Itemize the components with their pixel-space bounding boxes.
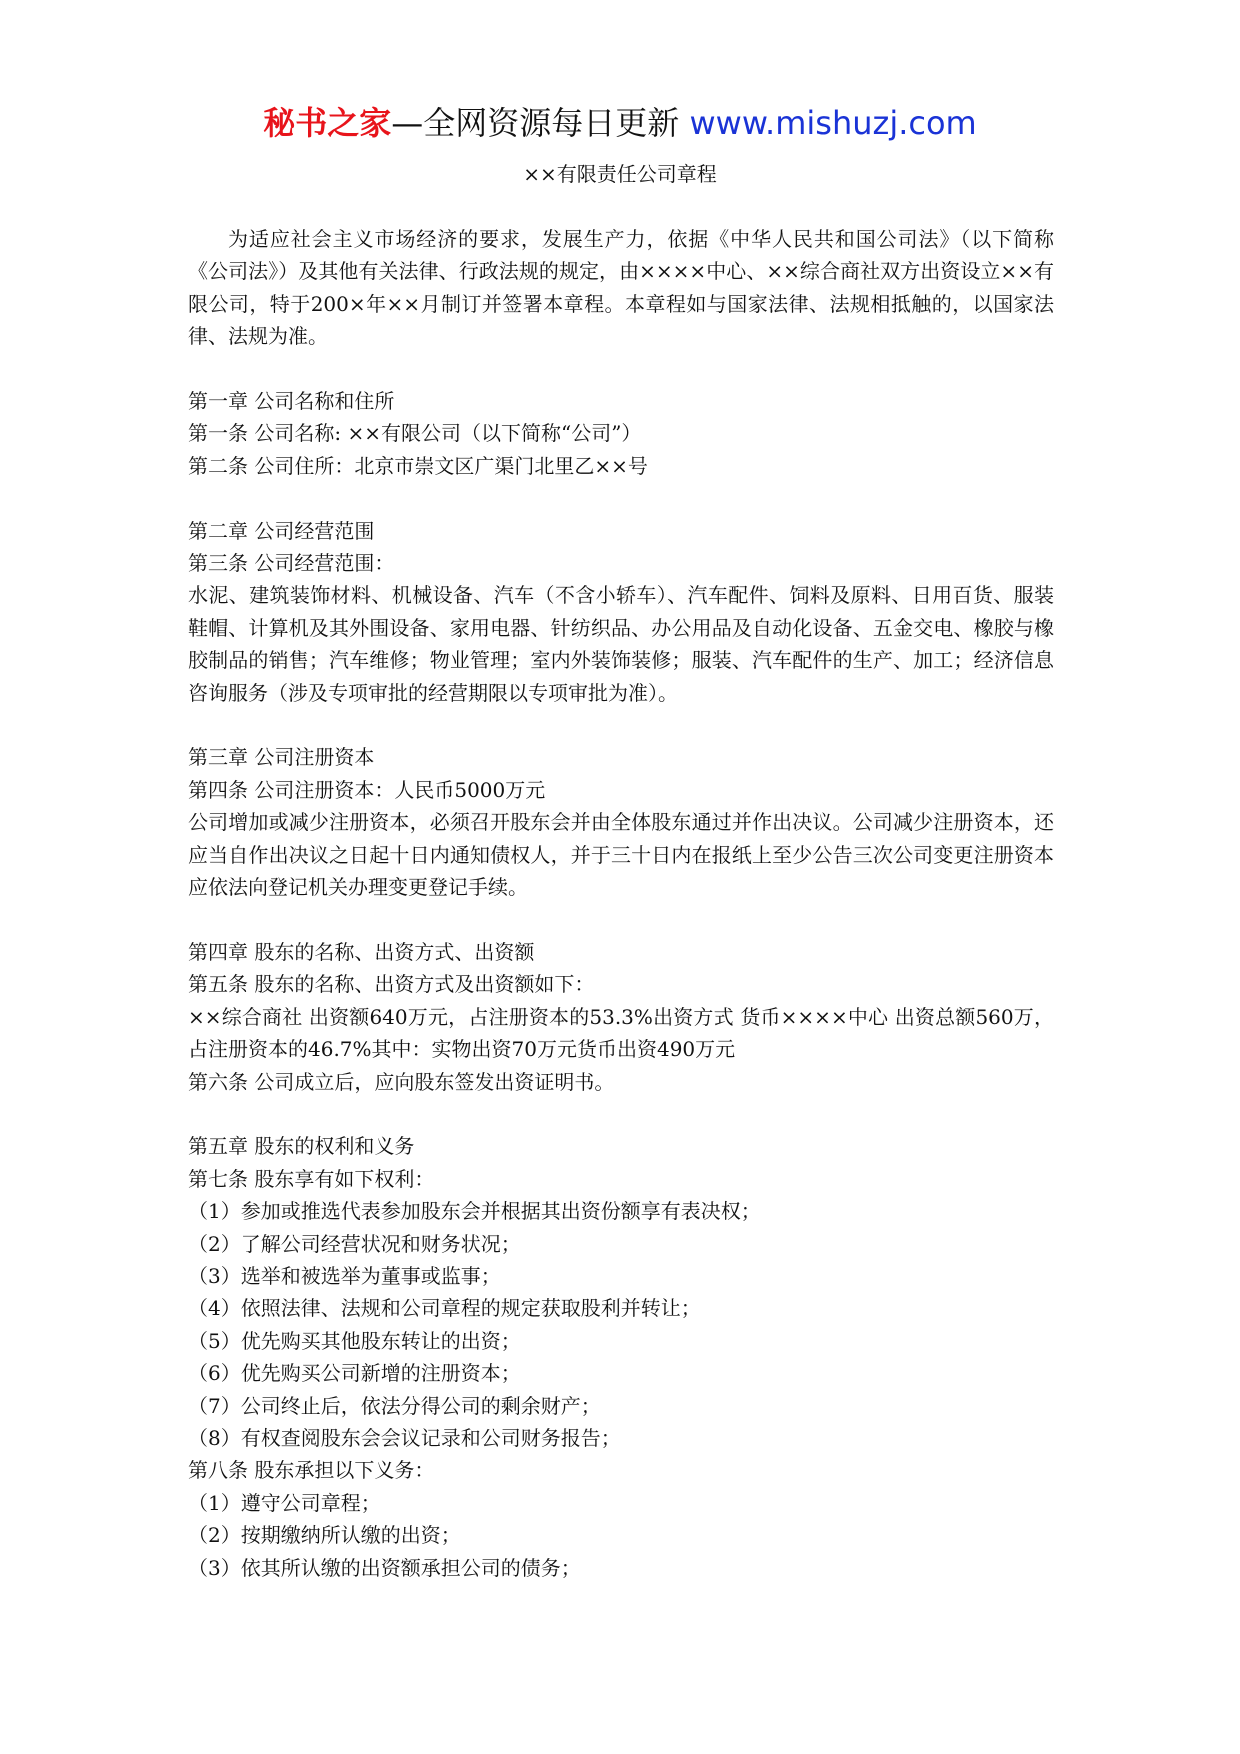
- chapter-1-heading: 第一章 公司名称和住所: [188, 389, 395, 414]
- shareholder-contribution-text: ××综合商社 出资额640万元，占注册资本的53.3%出资方式 货币××××中心 出资总额560万，占注册资本的46.7%其中：实物出资70万元货币出资490万元: [188, 1004, 1054, 1062]
- right-item: （7）公司终止后，依法分得公司的剩余财产；: [188, 1393, 601, 1418]
- article-2: 第二条 公司住所：北京市崇文区广渠门北里乙××号: [188, 453, 648, 478]
- paragraph-gap: [188, 1098, 1054, 1130]
- chapter-3-heading: 第三章 公司注册资本: [188, 745, 375, 770]
- right-item: （6）优先购买公司新增的注册资本；: [188, 1361, 521, 1386]
- right-item: （1）参加或推选代表参加股东会并根据其出资份额享有表决权；: [188, 1199, 761, 1224]
- duty-item: （3）依其所认缴的出资额承担公司的债务；: [188, 1555, 581, 1580]
- banner-tagline: —全网资源每日更新: [391, 104, 680, 142]
- chapter-4-heading: 第四章 股东的名称、出资方式、出资额: [188, 939, 535, 964]
- duty-item: （1）遵守公司章程；: [188, 1490, 381, 1515]
- article-1: 第一条 公司名称: ××有限公司（以下简称“公司”）: [188, 421, 642, 446]
- intro-paragraph: 为适应社会主义市场经济的要求，发展生产力，依据《中华人民共和国公司法》（以下简称《公司法》）及其他有关法律、行政法规的规定，由××××中心、××综合商社双方出资设立××有限公司，特于200×年××月制订并签署本章程。本章程如与国家法律、法规相抵触的，以国家法律、法规为准。: [188, 227, 1054, 349]
- document-title: ××有限责任公司章程: [523, 162, 717, 186]
- right-item: （8）有权查阅股东会会议记录和公司财务报告；: [188, 1425, 621, 1450]
- paragraph-gap: [188, 482, 1054, 514]
- site-banner: [0, 100, 1240, 146]
- document-body: [188, 223, 1054, 1584]
- right-item: （4）依照法律、法规和公司章程的规定获取股利并转让；: [188, 1296, 701, 1321]
- banner-brand: 秘书之家: [263, 104, 392, 142]
- paragraph-gap: [188, 353, 1054, 385]
- article-7: 第七条 股东享有如下权利：: [188, 1166, 435, 1191]
- article-4: 第四条 公司注册资本：人民币5000万元: [188, 777, 546, 802]
- right-item: （3）选举和被选举为董事或监事；: [188, 1263, 501, 1288]
- article-5: 第五条 股东的名称、出资方式及出资额如下：: [188, 972, 595, 997]
- chapter-2-heading: 第二章 公司经营范围: [188, 518, 375, 543]
- article-3: 第三条 公司经营范围：: [188, 551, 395, 576]
- article-6: 第六条 公司成立后，应向股东签发出资证明书。: [188, 1069, 615, 1094]
- right-item: （2）了解公司经营状况和财务状况；: [188, 1231, 521, 1256]
- paragraph-gap: [188, 709, 1054, 741]
- duty-item: （2）按期缴纳所认缴的出资；: [188, 1523, 461, 1548]
- chapter-5-heading: 第五章 股东的权利和义务: [188, 1134, 415, 1159]
- banner-url: www.mishuzj.com: [689, 104, 977, 142]
- capital-change-text: 公司增加或减少注册资本，必须召开股东会并由全体股东通过并作出决议。公司减少注册资本，还应当自作出决议之日起十日内通知债权人，并于三十日内在报纸上至少公告三次公司变更注册资本应依法向登记机关办理变更登记手续。: [188, 810, 1054, 900]
- business-scope-text: 水泥、建筑装饰材料、机械设备、汽车（不含小轿车）、汽车配件、饲料及原料、日用百货、服装鞋帽、计算机及其外围设备、家用电器、针纺织品、办公用品及自动化设备、五金交电、橡胶与橡胶制品的销售；汽车维修；物业管理；室内外装饰装修；服装、汽车配件的生产、加工；经济信息咨询服务（涉及专项审批的经营期限以专项审批为准）。: [188, 583, 1054, 705]
- paragraph-gap: [188, 903, 1054, 935]
- right-item: （5）优先购买其他股东转让的出资；: [188, 1328, 521, 1353]
- article-8: 第八条 股东承担以下义务：: [188, 1458, 435, 1483]
